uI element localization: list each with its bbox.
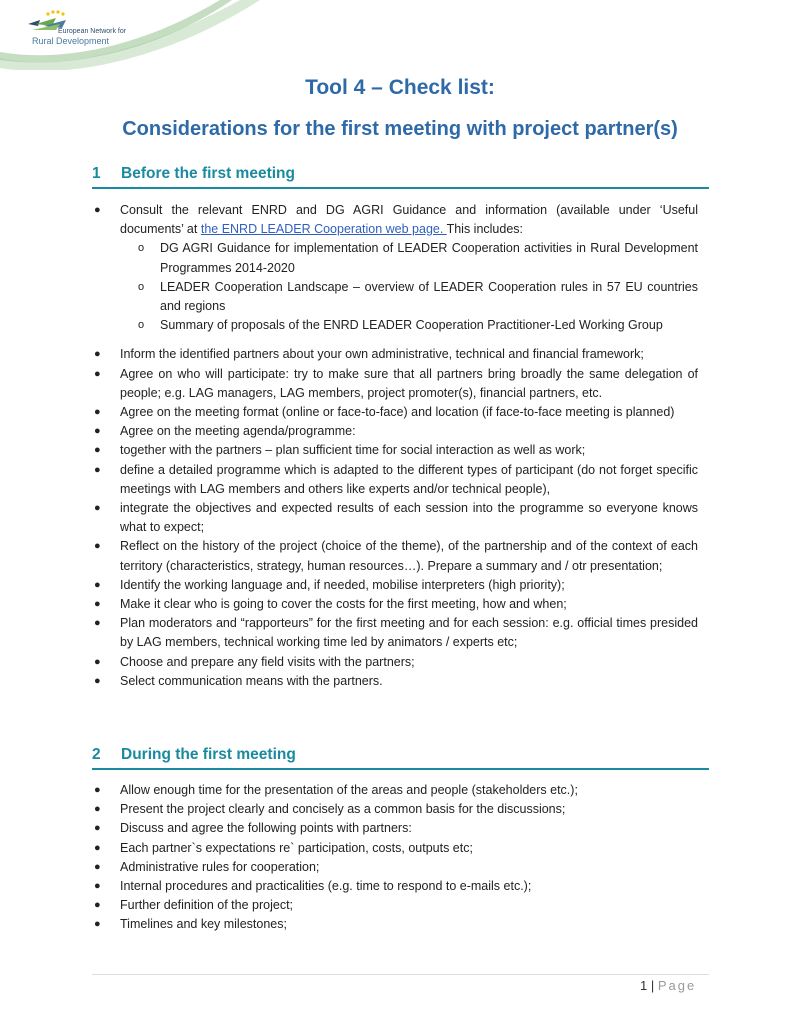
list-item-text: Discuss and agree the following points with partners: [120,821,412,836]
circle-bullet-icon: o [138,242,145,255]
bullet-icon: ● [94,348,101,361]
list-item-text: Timelines and key milestones; [120,917,287,932]
list-item-text: Make it clear who is going to cover the costs for the first meeting, how and when; [120,597,567,612]
section-1-heading [92,163,709,189]
list-item-text: Administrative rules for cooperation; [120,859,320,874]
section-1-list [94,201,698,691]
circle-bullet-icon: o [138,280,145,293]
list-item [94,781,698,800]
page-footer [640,978,696,993]
sub-list-item-text: DG AGRI Guidance for implementation of LEADER Cooperation activities in Rural Development Programmes 2014-2020 [160,241,698,275]
list-item [94,537,698,575]
bullet-icon: ● [94,598,101,611]
bullet-icon: ● [94,918,101,931]
list-item-text: Each partner`s expectations re` participation, costs, outputs etc; [120,840,473,855]
list-item-text: Internal procedures and practicalities (e.g. time to respond to e-mails etc.); [120,879,532,894]
list-item-text: Identify the working language and, if needed, mobilise interpreters (high priority); [120,577,565,592]
list-item [94,800,698,819]
bullet-icon: ● [94,617,101,630]
list-item-text: Present the project clearly and concisely as a common basis for the discussions; [120,802,566,817]
sub-list [120,239,698,335]
list-item-text: together with the partners – plan sufficient time for social interaction as well as work; [120,443,586,458]
list-item [94,819,698,838]
list-item [94,365,698,403]
logo-line-1: European Network for [58,28,127,35]
sub-list-item [120,239,698,277]
bullet-icon: ● [94,540,101,553]
list-item-text: Inform the identified partners about your own administrative, technical and financial framework; [120,347,644,362]
section-1-number: 1 [92,165,101,182]
circle-bullet-icon: o [138,319,145,332]
page-number: 1 [640,978,648,993]
list-item-text: Select communication means with the partners. [120,673,383,688]
document-subtitle: Considerations for the first meeting with project partner(s) [122,118,678,140]
list-item-text: This includes: [446,222,524,237]
list-item-text: Reflect on the history of the project (choice of the theme), of the partnership and of the context of each territory (characteristics, strategy, human resources…). Prepare a summary and / otr presentation; [120,539,698,573]
list-item-text: Allow enough time for the presentation of the areas and people (stakeholders etc.); [120,783,578,797]
bullet-icon: ● [94,425,101,438]
list-item [94,345,698,364]
list-item-text: Plan moderators and “rapporteurs” for the first meeting and for each session: e.g. official times presided by LAG members, technical working time led by animators / experts etc; [120,616,698,650]
list-item [94,441,698,460]
document-title: Tool 4 – Check list: [305,76,495,99]
enrd-cooperation-link[interactable]: the ENRD LEADER Cooperation web page. [200,222,447,237]
bullet-icon: ● [94,502,101,515]
section-1-title: Before the first meeting [121,165,295,182]
list-item-text: Further definition of the project; [120,898,294,913]
list-item-text: Choose and prepare any field visits with the partners; [120,654,415,669]
list-item [94,576,698,595]
bullet-icon: ● [94,578,101,591]
bullet-icon: ● [94,367,101,380]
bullet-icon: ● [94,860,101,873]
sub-list-item [120,278,698,316]
list-item [94,915,698,934]
list-item [94,403,698,422]
bullet-icon: ● [94,784,101,796]
footer-rule [92,974,709,975]
list-item-text: Agree on the meeting format (online or face-to-face) and location (if face-to-face meeting is planned) [120,405,675,420]
list-item [94,672,698,691]
sub-list-item-text: Summary of proposals of the ENRD LEADER Cooperation Practitioner-Led Working Group [160,318,663,333]
list-item [94,499,698,537]
bullet-icon: ● [94,822,101,835]
section-2-title: During the first meeting [121,746,296,763]
section-2-list [94,781,698,935]
list-item-text: integrate the objectives and expected results of each session into the programme so everyone knows what to expect; [120,501,698,535]
section-2-heading [92,744,709,770]
bullet-icon: ● [94,803,101,816]
list-gap [94,335,698,345]
list-item [94,595,698,614]
sub-list-item [120,316,698,335]
bullet-icon: ● [94,204,101,216]
bullet-icon: ● [94,463,101,476]
bullet-icon: ● [94,655,101,668]
bullet-icon: ● [94,841,101,854]
list-item [94,461,698,499]
list-item [94,877,698,896]
list-item [94,896,698,915]
bullet-icon: ● [94,406,101,419]
list-item-text: Agree on who will participate: try to make sure that all partners bring broadly the same delegation of people; e.g. LAG managers, LAG members, project promoter(s), financial partners, etc. [120,366,698,400]
list-item-text: Agree on the meeting agenda/programme: [120,424,356,439]
list-item [94,614,698,652]
list-item [94,422,698,441]
list-item [94,201,698,335]
bullet-icon: ● [94,880,101,893]
logo-line-2: Rural Development [32,36,110,46]
list-item [94,839,698,858]
section-2-number: 2 [92,746,101,763]
list-item-text: define a detailed programme which is adapted to the different types of participant (do not forget specific meetings with LAG members and others like experts and/or technical people), [120,462,698,496]
bullet-icon: ● [94,899,101,912]
page-label: Page [657,978,697,993]
page-separator: | [650,978,655,993]
list-item-text: Consult the relevant ENRD and DG AGRI Guidance and information (available under ‘Useful documents’ at [120,203,698,237]
list-item [94,653,698,672]
list-item [94,858,698,877]
bullet-icon: ● [94,674,101,687]
bullet-icon: ● [94,444,101,457]
sub-list-item-text: LEADER Cooperation Landscape – overview of LEADER Cooperation rules in 57 EU countries and regions [160,279,698,314]
